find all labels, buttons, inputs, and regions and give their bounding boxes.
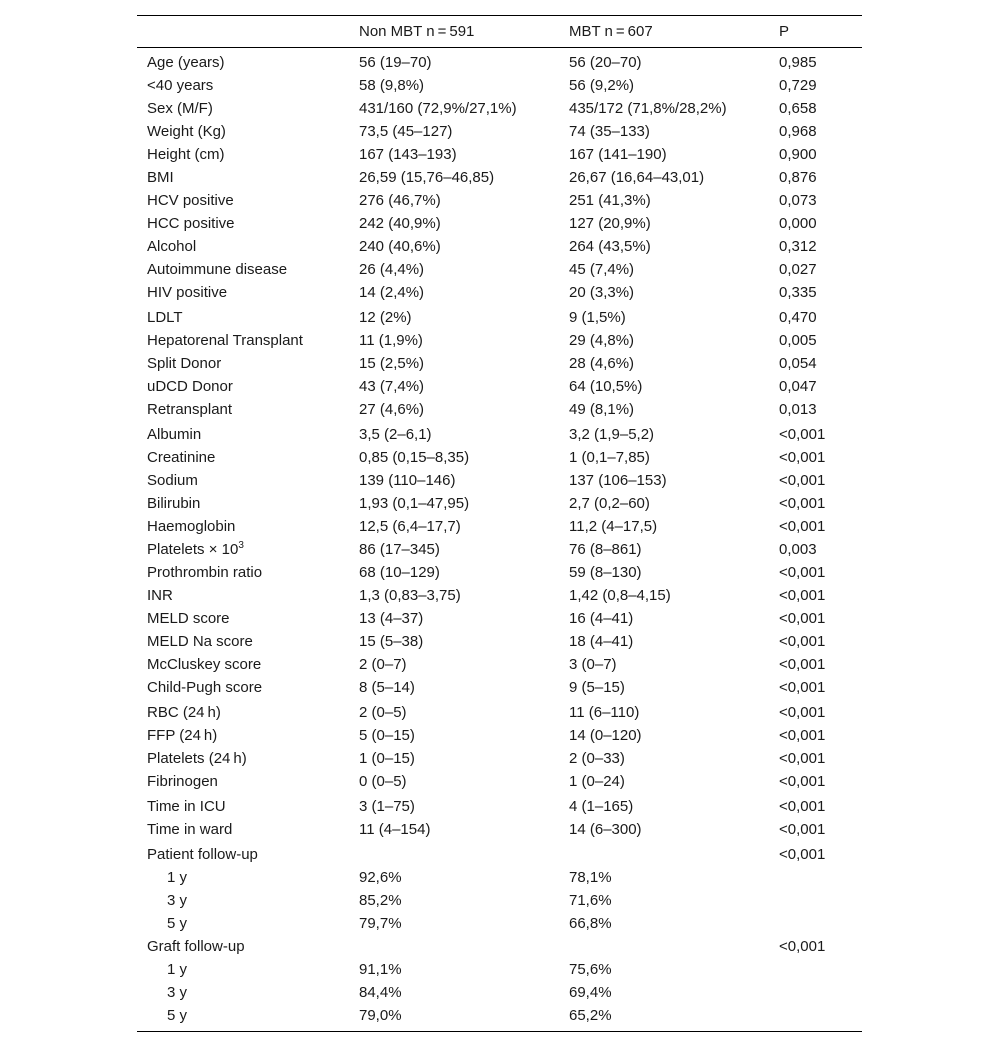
row-label-text: Sex (M/F) [147,100,213,117]
p-value: <0,001 [779,610,826,627]
header-row [137,16,862,48]
p-value: <0,001 [779,798,826,815]
table-row [137,189,862,212]
p-value: 0,985 [779,54,817,71]
p-value [769,1004,862,1032]
table-row [137,446,862,469]
table-row [137,724,862,747]
non-mbt-value: 13 (4–37) [359,610,424,627]
table-row [137,981,862,1004]
row-label [137,492,349,515]
row-label [137,97,349,120]
non-mbt-value: 139 (110–146) [359,472,456,489]
row-label [137,329,349,352]
mbt-value: 56 (20–70) [569,54,642,71]
non-mbt-value: 0,85 (0,15–8,35) [359,449,470,466]
non-mbt-value: 73,5 (45–127) [359,123,453,140]
mbt-value: 1 (0–24) [569,773,625,790]
non-mbt-value: 3,5 (2–6,1) [359,426,432,443]
non-mbt-value: 3 (1–75) [359,798,415,815]
mbt-value: 9 (5–15) [569,679,625,696]
mbt-value: 251 (41,3%) [569,192,651,209]
non-mbt-value: 58 (9,8%) [359,77,425,94]
non-mbt-value: 85,2% [359,892,402,909]
non-mbt-value: 0 (0–5) [359,773,407,790]
table-row [137,841,862,866]
mbt-value: 11 (6–110) [569,704,640,721]
p-value: 0,073 [779,192,817,209]
row-label-text: Autoimmune disease [147,261,288,278]
row-label [137,699,349,724]
row-label [137,189,349,212]
row-label-text: MELD score [147,610,230,627]
row-label [137,912,349,935]
p-value: 0,470 [779,309,817,326]
row-label-superscript: 3 [238,540,244,551]
non-mbt-value: 27 (4,6%) [359,401,425,418]
p-value: <0,001 [779,426,826,443]
table-row [137,699,862,724]
table-row [137,143,862,166]
row-label-text: 1 y [167,869,188,886]
non-mbt-value [349,935,559,958]
row-label-text: Patient follow-up [147,846,258,863]
p-value: <0,001 [779,449,826,466]
header-non-mbt: Non MBT n = 591 [359,23,475,40]
row-label-text: Retransplant [147,401,233,418]
p-value: 0,968 [779,123,817,140]
table-header [137,16,862,48]
non-mbt-value: 15 (5–38) [359,633,424,650]
non-mbt-value: 79,0% [359,1007,402,1024]
table-row [137,676,862,699]
row-label-text: HIV positive [147,284,228,301]
row-label-text: RBC (24 h) [147,704,221,721]
table-row [137,607,862,630]
mbt-value: 16 (4–41) [569,610,634,627]
table-row [137,793,862,818]
p-value [769,866,862,889]
p-value: 0,027 [779,261,817,278]
row-label-text: Child-Pugh score [147,679,263,696]
p-value: <0,001 [779,564,826,581]
row-label-text: LDLT [147,309,183,326]
p-value: <0,001 [779,750,826,767]
mbt-value: 9 (1,5%) [569,309,626,326]
table-row [137,1004,862,1032]
row-label-text: Fibrinogen [147,773,218,790]
non-mbt-value: 56 (19–70) [359,54,432,71]
non-mbt-value: 86 (17–345) [359,541,440,558]
table-row [137,48,862,75]
p-value: <0,001 [779,704,826,721]
table-row [137,375,862,398]
non-mbt-value: 12,5 (6,4–17,7) [359,518,461,535]
non-mbt-value: 14 (2,4%) [359,284,425,301]
row-label-text: Split Donor [147,355,222,372]
header-mbt: MBT n = 607 [569,23,653,40]
row-label [137,281,349,304]
p-value: 0,900 [779,146,817,163]
row-label-text: Haemoglobin [147,518,236,535]
mbt-value: 26,67 (16,64–43,01) [569,169,705,186]
row-label [137,398,349,421]
p-value: 0,054 [779,355,817,372]
mbt-value: 264 (43,5%) [569,238,651,255]
non-mbt-value [349,841,559,866]
p-value: <0,001 [779,518,826,535]
row-label [137,166,349,189]
row-label [137,120,349,143]
row-label-text: HCC positive [147,215,235,232]
row-label-text: 3 y [167,892,188,909]
row-label-text: Age (years) [147,54,225,71]
mbt-value: 127 (20,9%) [569,215,651,232]
non-mbt-value: 242 (40,9%) [359,215,441,232]
row-label-text: Time in ICU [147,798,226,815]
mbt-value: 4 (1–165) [569,798,634,815]
table-row [137,584,862,607]
p-value: 0,047 [779,378,817,395]
mbt-value: 45 (7,4%) [569,261,635,278]
row-label [137,304,349,329]
mbt-value: 1,42 (0,8–4,15) [569,587,671,604]
row-label [137,352,349,375]
non-mbt-value: 1,93 (0,1–47,95) [359,495,470,512]
mbt-value: 69,4% [569,984,612,1001]
row-label [137,48,349,75]
p-value: <0,001 [779,679,826,696]
table-row [137,235,862,258]
row-label-text: 1 y [167,961,188,978]
row-label [137,841,349,866]
row-label [137,212,349,235]
row-label-text: <40 years [147,77,214,94]
mbt-value: 71,6% [569,892,612,909]
row-label-text: MELD Na score [147,633,253,650]
row-label [137,747,349,770]
mbt-value: 74 (35–133) [569,123,650,140]
p-value [769,889,862,912]
row-label-text: Graft follow-up [147,938,245,955]
p-value: 0,005 [779,332,817,349]
mbt-value: 11,2 (4–17,5) [569,518,658,535]
table-row [137,352,862,375]
p-value: 0,658 [779,100,817,117]
p-value: <0,001 [779,846,826,863]
non-mbt-value: 5 (0–15) [359,727,415,744]
row-label [137,981,349,1004]
row-label-text: Weight (Kg) [147,123,226,140]
non-mbt-value: 11 (4–154) [359,821,431,838]
p-value: 0,335 [779,284,817,301]
row-label [137,561,349,584]
non-mbt-value: 431/160 (72,9%/27,1%) [359,100,517,117]
non-mbt-value: 1,3 (0,83–3,75) [359,587,461,604]
row-label-text: Bilirubin [147,495,201,512]
row-label [137,793,349,818]
mbt-value: 78,1% [569,869,612,886]
p-value: 0,729 [779,77,817,94]
mbt-value: 20 (3,3%) [569,284,635,301]
row-label [137,1004,349,1032]
row-label [137,469,349,492]
row-label-text: McCluskey score [147,656,262,673]
p-value: 0,876 [779,169,817,186]
row-label [137,375,349,398]
table-row [137,398,862,421]
non-mbt-value: 43 (7,4%) [359,378,425,395]
p-value: <0,001 [779,727,826,744]
row-label [137,935,349,958]
row-label [137,143,349,166]
mbt-value [559,935,769,958]
table-row [137,492,862,515]
table-row [137,747,862,770]
mbt-value [559,841,769,866]
table-row [137,281,862,304]
row-label [137,958,349,981]
row-label-text: Platelets × 10 [147,541,239,558]
mbt-value: 65,2% [569,1007,612,1024]
table-row [137,421,862,446]
row-label-text: HCV positive [147,192,234,209]
non-mbt-value: 11 (1,9%) [359,332,423,349]
row-label-text: Albumin [147,426,202,443]
table-row [137,889,862,912]
row-label [137,607,349,630]
row-label-text: Alcohol [147,238,197,255]
p-value: 0,312 [779,238,817,255]
row-label [137,446,349,469]
p-value: <0,001 [779,773,826,790]
mbt-value: 167 (141–190) [569,146,667,163]
non-mbt-value: 240 (40,6%) [359,238,441,255]
mbt-value: 435/172 (71,8%/28,2%) [569,100,727,117]
table-row [137,958,862,981]
p-value: <0,001 [779,633,826,650]
table-body [137,48,862,1032]
comparison-table-container [137,15,862,1032]
table-row [137,866,862,889]
p-value [769,981,862,1004]
row-label-text: 3 y [167,984,188,1001]
row-label [137,74,349,97]
non-mbt-value: 15 (2,5%) [359,355,425,372]
row-label-text: Time in ward [147,821,233,838]
row-label [137,538,349,561]
row-label-text: Sodium [147,472,198,489]
mbt-value: 14 (6–300) [569,821,642,838]
row-label [137,235,349,258]
non-mbt-value: 92,6% [359,869,402,886]
mbt-value: 49 (8,1%) [569,401,635,418]
row-label-text: Creatinine [147,449,216,466]
row-label [137,866,349,889]
row-label-text: Height (cm) [147,146,225,163]
row-label [137,724,349,747]
non-mbt-value: 2 (0–7) [359,656,407,673]
mbt-value: 76 (8–861) [569,541,642,558]
p-value: 0,013 [779,401,817,418]
p-value: <0,001 [779,587,826,604]
row-label [137,584,349,607]
row-label-text: 5 y [167,915,188,932]
p-value: 0,000 [779,215,817,232]
non-mbt-value: 12 (2%) [359,309,412,326]
table-row [137,818,862,841]
non-mbt-value: 276 (46,7%) [359,192,441,209]
mbt-value: 1 (0,1–7,85) [569,449,650,466]
non-mbt-value: 2 (0–5) [359,704,407,721]
row-label [137,818,349,841]
row-label [137,515,349,538]
mbt-value: 18 (4–41) [569,633,634,650]
row-label-text: INR [147,587,173,604]
table-row [137,469,862,492]
table-row [137,74,862,97]
row-label [137,630,349,653]
mbt-value: 64 (10,5%) [569,378,643,395]
mbt-value: 59 (8–130) [569,564,642,581]
p-value: <0,001 [779,938,826,955]
p-value [769,912,862,935]
row-label [137,770,349,793]
row-label-text: 5 y [167,1007,188,1024]
mbt-value: 75,6% [569,961,612,978]
table-row [137,258,862,281]
mbt-value: 29 (4,8%) [569,332,635,349]
row-label-text: BMI [147,169,174,186]
table-row [137,212,862,235]
p-value: <0,001 [779,495,826,512]
row-label [137,889,349,912]
row-label-text: uDCD Donor [147,378,233,395]
table-row [137,166,862,189]
mbt-value: 2 (0–33) [569,750,625,767]
table-row [137,329,862,352]
mbt-value: 56 (9,2%) [569,77,635,94]
non-mbt-value: 1 (0–15) [359,750,415,767]
p-value: 0,003 [779,541,817,558]
row-label [137,258,349,281]
row-label-text: Prothrombin ratio [147,564,263,581]
table-row [137,770,862,793]
mbt-value: 28 (4,6%) [569,355,635,372]
non-mbt-value: 91,1% [359,961,402,978]
row-label-text: Platelets (24 h) [147,750,247,767]
non-mbt-value: 167 (143–193) [359,146,457,163]
mbt-value: 137 (106–153) [569,472,667,489]
table-row [137,304,862,329]
p-value: <0,001 [779,656,826,673]
non-mbt-value: 26 (4,4%) [359,261,425,278]
table-row [137,653,862,676]
non-mbt-value: 26,59 (15,76–46,85) [359,169,495,186]
table-row [137,538,862,561]
table-row [137,515,862,538]
mbt-value: 2,7 (0,2–60) [569,495,650,512]
p-value: <0,001 [779,821,826,838]
table-row [137,630,862,653]
mbt-value: 14 (0–120) [569,727,642,744]
row-label-text: Hepatorenal Transplant [147,332,303,349]
mbt-value: 3 (0–7) [569,656,617,673]
mbt-value: 66,8% [569,915,612,932]
row-label [137,421,349,446]
p-value [769,958,862,981]
row-label-text: FFP (24 h) [147,727,218,744]
header-p-value: P [779,23,790,40]
non-mbt-value: 68 (10–129) [359,564,440,581]
row-label [137,653,349,676]
non-mbt-value: 79,7% [359,915,402,932]
non-mbt-value: 8 (5–14) [359,679,415,696]
table-row [137,97,862,120]
table-row [137,935,862,958]
table-row [137,561,862,584]
table-row [137,912,862,935]
mbt-value: 3,2 (1,9–5,2) [569,426,655,443]
row-label [137,676,349,699]
p-value: <0,001 [779,472,826,489]
non-mbt-value: 84,4% [359,984,402,1001]
header-variable [137,16,349,48]
table-row [137,120,862,143]
comparison-table [137,15,862,1032]
